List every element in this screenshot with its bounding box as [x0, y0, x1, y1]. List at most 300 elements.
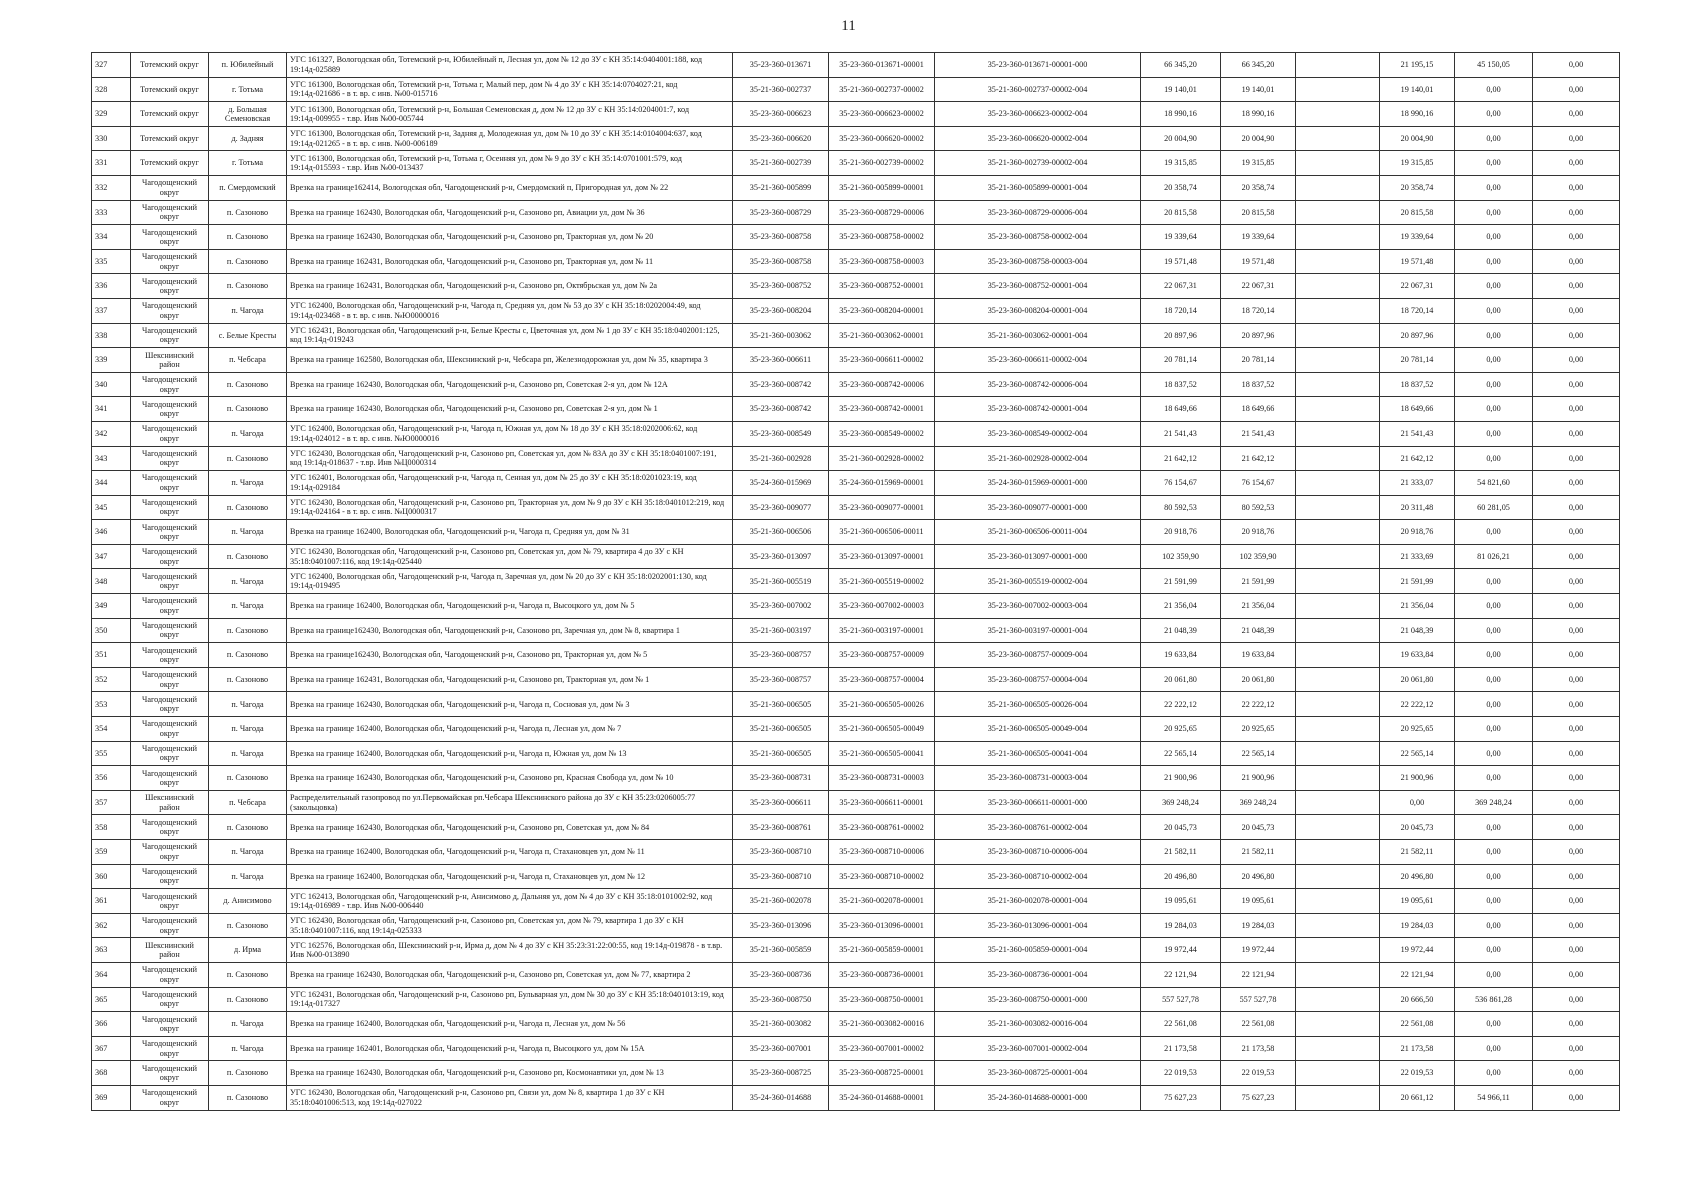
cell-subobject-code: 35-21-360-003197-00001-004	[935, 618, 1141, 643]
cell-reserve-value: 0,00	[1533, 766, 1620, 791]
cell-inventory-code: 35-21-360-002078	[733, 889, 829, 914]
cell-settlement: д. Анисимово	[209, 889, 287, 914]
cell-district: Чагодощенский округ	[131, 741, 209, 766]
cell-object-code: 35-21-360-002078-00001	[829, 889, 935, 914]
cell-residual-value: 0,00	[1455, 594, 1533, 619]
table-row	[92, 569, 1620, 594]
cell-settlement: п. Сазоново	[209, 274, 287, 299]
cell-empty-col	[1296, 618, 1380, 643]
table-row	[92, 520, 1620, 545]
cell-balance-cost: 18 649,66	[1221, 397, 1296, 422]
cell-reserve-value: 0,00	[1533, 938, 1620, 963]
cell-row-number: 354	[92, 717, 131, 742]
cell-object-code: 35-23-360-009077-00001	[829, 495, 935, 520]
cell-object-code: 35-23-360-008752-00001	[829, 274, 935, 299]
cell-balance-cost: 19 571,48	[1221, 249, 1296, 274]
cell-initial-cost: 22 121,94	[1141, 962, 1221, 987]
cell-object-code: 35-21-360-006505-00049	[829, 717, 935, 742]
cell-empty-col	[1296, 126, 1380, 151]
cell-district: Чагодощенский округ	[131, 692, 209, 717]
cell-depreciation: 20 918,76	[1380, 520, 1455, 545]
cell-reserve-value: 0,00	[1533, 889, 1620, 914]
cell-reserve-value: 0,00	[1533, 126, 1620, 151]
table-row	[92, 594, 1620, 619]
cell-settlement: п. Сазоново	[209, 987, 287, 1012]
cell-subobject-code: 35-23-360-006620-00002-004	[935, 126, 1141, 151]
cell-object-code: 35-23-360-008204-00001	[829, 298, 935, 323]
cell-row-number: 364	[92, 962, 131, 987]
cell-settlement: п. Сазоново	[209, 225, 287, 250]
cell-district: Шекснинский район	[131, 348, 209, 373]
cell-initial-cost: 19 284,03	[1141, 913, 1221, 938]
cell-object-code: 35-21-360-003197-00001	[829, 618, 935, 643]
cell-subobject-code: 35-23-360-008725-00001-004	[935, 1061, 1141, 1086]
cell-object-address: УГС 162400, Вологодская обл, Чагодощенский р-н, Чагода п, Заречная ул, дом № 20 до ЗУ с КН 35:18:0202001:130, код 19:14д-019495	[287, 569, 733, 594]
cell-settlement: г. Тотьма	[209, 151, 287, 176]
cell-row-number: 349	[92, 594, 131, 619]
cell-inventory-code: 35-21-360-002737	[733, 77, 829, 102]
cell-subobject-code: 35-21-360-002737-00002-004	[935, 77, 1141, 102]
cell-balance-cost: 21 048,39	[1221, 618, 1296, 643]
cell-initial-cost: 20 918,76	[1141, 520, 1221, 545]
cell-subobject-code: 35-23-360-008757-00004-004	[935, 667, 1141, 692]
cell-object-code: 35-23-360-008761-00002	[829, 815, 935, 840]
cell-residual-value: 0,00	[1455, 1036, 1533, 1061]
cell-residual-value: 369 248,24	[1455, 790, 1533, 815]
cell-object-address: Врезка на границе 162400, Вологодская обл, Чагодощенский р-н, Чагода п, Средняя ул, дом № 31	[287, 520, 733, 545]
cell-object-code: 35-23-360-013097-00001	[829, 544, 935, 569]
table-row	[92, 77, 1620, 102]
cell-inventory-code: 35-23-360-008752	[733, 274, 829, 299]
cell-initial-cost: 21 048,39	[1141, 618, 1221, 643]
cell-settlement: п. Сазоново	[209, 962, 287, 987]
cell-settlement: п. Чагода	[209, 569, 287, 594]
cell-initial-cost: 20 781,14	[1141, 348, 1221, 373]
cell-initial-cost: 21 173,58	[1141, 1036, 1221, 1061]
cell-balance-cost: 22 222,12	[1221, 692, 1296, 717]
cell-depreciation: 20 661,12	[1380, 1085, 1455, 1110]
cell-settlement: п. Сазоново	[209, 1085, 287, 1110]
cell-initial-cost: 22 067,31	[1141, 274, 1221, 299]
cell-row-number: 330	[92, 126, 131, 151]
cell-residual-value: 0,00	[1455, 397, 1533, 422]
table-row	[92, 102, 1620, 127]
cell-row-number: 344	[92, 471, 131, 496]
cell-inventory-code: 35-23-360-007002	[733, 594, 829, 619]
cell-subobject-code: 35-21-360-006505-00026-004	[935, 692, 1141, 717]
cell-object-code: 35-23-360-008757-00004	[829, 667, 935, 692]
cell-depreciation: 21 333,07	[1380, 471, 1455, 496]
cell-row-number: 357	[92, 790, 131, 815]
cell-subobject-code: 35-23-360-008710-00002-004	[935, 864, 1141, 889]
cell-district: Тотемский округ	[131, 77, 209, 102]
cell-reserve-value: 0,00	[1533, 913, 1620, 938]
table-row	[92, 200, 1620, 225]
cell-residual-value: 0,00	[1455, 77, 1533, 102]
cell-district: Чагодощенский округ	[131, 864, 209, 889]
cell-empty-col	[1296, 815, 1380, 840]
cell-reserve-value: 0,00	[1533, 1012, 1620, 1037]
table-row	[92, 126, 1620, 151]
cell-reserve-value: 0,00	[1533, 569, 1620, 594]
cell-residual-value: 0,00	[1455, 200, 1533, 225]
cell-row-number: 333	[92, 200, 131, 225]
cell-object-address: Врезка на границе 162400, Вологодская обл, Чагодощенский р-н, Чагода п, Стахановцев ул, дом № 12	[287, 864, 733, 889]
cell-reserve-value: 0,00	[1533, 446, 1620, 471]
cell-reserve-value: 0,00	[1533, 495, 1620, 520]
table-row	[92, 1036, 1620, 1061]
cell-empty-col	[1296, 717, 1380, 742]
cell-initial-cost: 20 925,65	[1141, 717, 1221, 742]
cell-inventory-code: 35-23-360-008750	[733, 987, 829, 1012]
cell-object-address: Врезка на границе 162430, Вологодская обл, Чагодощенский р-н, Сазоново рп, Красная Свобода ул, дом № 10	[287, 766, 733, 791]
cell-reserve-value: 0,00	[1533, 790, 1620, 815]
cell-district: Чагодощенский округ	[131, 667, 209, 692]
cell-row-number: 346	[92, 520, 131, 545]
cell-residual-value: 0,00	[1455, 274, 1533, 299]
table-row	[92, 225, 1620, 250]
cell-inventory-code: 35-23-360-008758	[733, 249, 829, 274]
cell-district: Чагодощенский округ	[131, 298, 209, 323]
cell-residual-value: 0,00	[1455, 766, 1533, 791]
cell-district: Чагодощенский округ	[131, 544, 209, 569]
cell-object-address: Врезка на границе 162400, Вологодская обл, Чагодощенский р-н, Чагода п, Лесная ул, дом № 56	[287, 1012, 733, 1037]
cell-balance-cost: 22 561,08	[1221, 1012, 1296, 1037]
cell-district: Чагодощенский округ	[131, 446, 209, 471]
cell-depreciation: 19 140,01	[1380, 77, 1455, 102]
cell-depreciation: 0,00	[1380, 790, 1455, 815]
cell-settlement: п. Чагода	[209, 520, 287, 545]
cell-residual-value: 0,00	[1455, 298, 1533, 323]
cell-object-address: Врезка на границе 162401, Вологодская обл, Чагодощенский р-н, Чагода п, Высоцкого ул, дом № 15А	[287, 1036, 733, 1061]
cell-inventory-code: 35-21-360-003197	[733, 618, 829, 643]
cell-settlement: п. Чагода	[209, 840, 287, 865]
cell-subobject-code: 35-23-360-006611-00002-004	[935, 348, 1141, 373]
table-row	[92, 495, 1620, 520]
cell-inventory-code: 35-23-360-008204	[733, 298, 829, 323]
cell-district: Чагодощенский округ	[131, 594, 209, 619]
cell-initial-cost: 80 592,53	[1141, 495, 1221, 520]
cell-district: Чагодощенский округ	[131, 1036, 209, 1061]
cell-object-code: 35-23-360-008742-00001	[829, 397, 935, 422]
table-row	[92, 987, 1620, 1012]
cell-inventory-code: 35-21-360-005859	[733, 938, 829, 963]
cell-reserve-value: 0,00	[1533, 594, 1620, 619]
cell-empty-col	[1296, 741, 1380, 766]
cell-object-address: УГС 162430, Вологодская обл, Чагодощенский р-н, Сазоново рп, Советская ул, дом № 79, квартира 1 до ЗУ с КН 35:18:0401007:116, код 19:14д-025333	[287, 913, 733, 938]
cell-row-number: 353	[92, 692, 131, 717]
table-row	[92, 544, 1620, 569]
cell-object-address: УГС 161300, Вологодская обл, Тотемский р-н, Задняя д, Молодежная ул, дом № 10 до ЗУ с КН 35:14:0104004:637, код 19:14д-021265 - в т. вр. с инв. №00-006189	[287, 126, 733, 151]
cell-balance-cost: 19 140,01	[1221, 77, 1296, 102]
cell-balance-cost: 18 720,14	[1221, 298, 1296, 323]
cell-inventory-code: 35-24-360-014688	[733, 1085, 829, 1110]
cell-balance-cost: 21 591,99	[1221, 569, 1296, 594]
cell-settlement: д. Ирма	[209, 938, 287, 963]
cell-row-number: 352	[92, 667, 131, 692]
table-row	[92, 249, 1620, 274]
cell-depreciation: 22 067,31	[1380, 274, 1455, 299]
cell-empty-col	[1296, 446, 1380, 471]
cell-initial-cost: 18 720,14	[1141, 298, 1221, 323]
cell-balance-cost: 76 154,67	[1221, 471, 1296, 496]
cell-reserve-value: 0,00	[1533, 175, 1620, 200]
cell-reserve-value: 0,00	[1533, 274, 1620, 299]
cell-reserve-value: 0,00	[1533, 667, 1620, 692]
cell-settlement: п. Сазоново	[209, 766, 287, 791]
cell-subobject-code: 35-23-360-013097-00001-000	[935, 544, 1141, 569]
cell-row-number: 347	[92, 544, 131, 569]
cell-district: Тотемский округ	[131, 126, 209, 151]
cell-object-address: УГС 162430, Вологодская обл, Чагодощенский р-н, Сазоново рп, Советская ул, дом № 79, квартира 4 до ЗУ с КН 35:18:0401007:116, код 19:14д-025440	[287, 544, 733, 569]
cell-subobject-code: 35-23-360-008761-00002-004	[935, 815, 1141, 840]
cell-object-address: Врезка на границе 162430, Вологодская обл, Чагодощенский р-н, Сазоново рп, Советская 2-я ул, дом № 1	[287, 397, 733, 422]
cell-subobject-code: 35-23-360-008742-00006-004	[935, 372, 1141, 397]
cell-subobject-code: 35-23-360-008736-00001-004	[935, 962, 1141, 987]
cell-inventory-code: 35-23-360-008742	[733, 372, 829, 397]
cell-residual-value: 54 966,11	[1455, 1085, 1533, 1110]
cell-reserve-value: 0,00	[1533, 348, 1620, 373]
table-row	[92, 692, 1620, 717]
cell-settlement: п. Чагода	[209, 717, 287, 742]
cell-depreciation: 22 019,53	[1380, 1061, 1455, 1086]
table-row	[92, 175, 1620, 200]
cell-initial-cost: 22 561,08	[1141, 1012, 1221, 1037]
cell-object-code: 35-23-360-008731-00003	[829, 766, 935, 791]
cell-row-number: 348	[92, 569, 131, 594]
cell-residual-value: 0,00	[1455, 717, 1533, 742]
cell-object-address: Врезка на границе162414, Вологодская обл, Чагодощенский р-н, Смердомский п, Пригородная ул, дом № 22	[287, 175, 733, 200]
table-row	[92, 717, 1620, 742]
cell-object-address: УГС 161300, Вологодская обл, Тотемский р-н, Тотьма г, Осенняя ул, дом № 9 до ЗУ с КН 35:14:0701001:579, код 19:14д-015593 - т.вр. Инв №00-013437	[287, 151, 733, 176]
cell-empty-col	[1296, 102, 1380, 127]
cell-residual-value: 0,00	[1455, 840, 1533, 865]
cell-object-code: 35-21-360-006505-00041	[829, 741, 935, 766]
cell-initial-cost: 18 990,16	[1141, 102, 1221, 127]
cell-residual-value: 0,00	[1455, 913, 1533, 938]
cell-district: Чагодощенский округ	[131, 495, 209, 520]
cell-residual-value: 0,00	[1455, 348, 1533, 373]
cell-inventory-code: 35-23-360-006620	[733, 126, 829, 151]
cell-settlement: п. Смердомский	[209, 175, 287, 200]
cell-district: Чагодощенский округ	[131, 569, 209, 594]
cell-depreciation: 22 565,14	[1380, 741, 1455, 766]
cell-object-code: 35-21-360-003082-00016	[829, 1012, 935, 1037]
table-row	[92, 938, 1620, 963]
cell-reserve-value: 0,00	[1533, 520, 1620, 545]
cell-balance-cost: 21 582,11	[1221, 840, 1296, 865]
table-row	[92, 1012, 1620, 1037]
cell-balance-cost: 20 358,74	[1221, 175, 1296, 200]
cell-inventory-code: 35-21-360-005899	[733, 175, 829, 200]
cell-residual-value: 0,00	[1455, 102, 1533, 127]
cell-inventory-code: 35-23-360-013671	[733, 53, 829, 78]
cell-empty-col	[1296, 544, 1380, 569]
cell-subobject-code: 35-23-360-008742-00001-004	[935, 397, 1141, 422]
cell-reserve-value: 0,00	[1533, 741, 1620, 766]
cell-settlement: п. Чебсара	[209, 790, 287, 815]
cell-district: Чагодощенский округ	[131, 397, 209, 422]
cell-district: Тотемский округ	[131, 53, 209, 78]
cell-balance-cost: 557 527,78	[1221, 987, 1296, 1012]
cell-depreciation: 20 781,14	[1380, 348, 1455, 373]
cell-residual-value: 0,00	[1455, 618, 1533, 643]
cell-residual-value: 0,00	[1455, 667, 1533, 692]
cell-object-address: УГС 162430, Вологодская обл, Чагодощенский р-н, Сазоново рп, Связи ул, дом № 8, квартира 1 до ЗУ с КН 35:18:0401006:513, код 19:14д-027022	[287, 1085, 733, 1110]
table-row	[92, 913, 1620, 938]
cell-initial-cost: 66 345,20	[1141, 53, 1221, 78]
cell-depreciation: 21 900,96	[1380, 766, 1455, 791]
table-row	[92, 889, 1620, 914]
cell-object-code: 35-23-360-013096-00001	[829, 913, 935, 938]
cell-residual-value: 45 150,05	[1455, 53, 1533, 78]
cell-residual-value: 0,00	[1455, 889, 1533, 914]
cell-empty-col	[1296, 594, 1380, 619]
cell-object-code: 35-23-360-013671-00001	[829, 53, 935, 78]
cell-subobject-code: 35-21-360-006505-00049-004	[935, 717, 1141, 742]
cell-residual-value: 0,00	[1455, 692, 1533, 717]
cell-district: Шекснинский район	[131, 938, 209, 963]
cell-initial-cost: 75 627,23	[1141, 1085, 1221, 1110]
cell-residual-value: 0,00	[1455, 249, 1533, 274]
cell-depreciation: 20 666,50	[1380, 987, 1455, 1012]
cell-settlement: п. Сазоново	[209, 1061, 287, 1086]
cell-reserve-value: 0,00	[1533, 298, 1620, 323]
cell-subobject-code: 35-23-360-008752-00001-004	[935, 274, 1141, 299]
cell-reserve-value: 0,00	[1533, 1036, 1620, 1061]
cell-initial-cost: 22 019,53	[1141, 1061, 1221, 1086]
cell-settlement: п. Чагода	[209, 1012, 287, 1037]
cell-row-number: 356	[92, 766, 131, 791]
cell-row-number: 367	[92, 1036, 131, 1061]
cell-row-number: 339	[92, 348, 131, 373]
cell-balance-cost: 19 095,61	[1221, 889, 1296, 914]
cell-subobject-code: 35-24-360-014688-00001-000	[935, 1085, 1141, 1110]
cell-depreciation: 21 582,11	[1380, 840, 1455, 865]
cell-reserve-value: 0,00	[1533, 815, 1620, 840]
cell-initial-cost: 20 004,90	[1141, 126, 1221, 151]
cell-initial-cost: 21 541,43	[1141, 421, 1221, 446]
cell-subobject-code: 35-21-360-002078-00001-004	[935, 889, 1141, 914]
cell-balance-cost: 80 592,53	[1221, 495, 1296, 520]
cell-object-address: Врезка на границе 162430, Вологодская обл, Чагодощенский р-н, Сазоново рп, Космонавтики ул, дом № 13	[287, 1061, 733, 1086]
cell-subobject-code: 35-23-360-008758-00003-004	[935, 249, 1141, 274]
table-row	[92, 421, 1620, 446]
cell-residual-value: 0,00	[1455, 372, 1533, 397]
cell-depreciation: 20 496,80	[1380, 864, 1455, 889]
cell-district: Чагодощенский округ	[131, 766, 209, 791]
cell-object-address: УГС 162400, Вологодская обл, Чагодощенский р-н, Чагода п, Южная ул, дом № 18 до ЗУ с КН 35:18:0202006:62, код 19:14д-024012 - в т. вр. с инв. №Ю0000016	[287, 421, 733, 446]
cell-empty-col	[1296, 889, 1380, 914]
cell-depreciation: 21 541,43	[1380, 421, 1455, 446]
cell-settlement: п. Юбилейный	[209, 53, 287, 78]
cell-balance-cost: 22 565,14	[1221, 741, 1296, 766]
cell-depreciation: 19 972,44	[1380, 938, 1455, 963]
cell-depreciation: 19 633,84	[1380, 643, 1455, 668]
cell-depreciation: 20 311,48	[1380, 495, 1455, 520]
cell-inventory-code: 35-23-360-008710	[733, 840, 829, 865]
cell-settlement: п. Сазоново	[209, 495, 287, 520]
cell-initial-cost: 557 527,78	[1141, 987, 1221, 1012]
cell-balance-cost: 20 061,80	[1221, 667, 1296, 692]
cell-subobject-code: 35-23-360-009077-00001-000	[935, 495, 1141, 520]
cell-subobject-code: 35-21-360-002928-00002-004	[935, 446, 1141, 471]
cell-row-number: 368	[92, 1061, 131, 1086]
cell-reserve-value: 0,00	[1533, 717, 1620, 742]
cell-inventory-code: 35-21-360-006505	[733, 741, 829, 766]
cell-balance-cost: 19 339,64	[1221, 225, 1296, 250]
cell-row-number: 334	[92, 225, 131, 250]
cell-balance-cost: 21 900,96	[1221, 766, 1296, 791]
cell-empty-col	[1296, 175, 1380, 200]
cell-initial-cost: 21 900,96	[1141, 766, 1221, 791]
cell-inventory-code: 35-23-360-009077	[733, 495, 829, 520]
cell-row-number: 337	[92, 298, 131, 323]
cell-empty-col	[1296, 200, 1380, 225]
cell-inventory-code: 35-23-360-008729	[733, 200, 829, 225]
cell-row-number: 369	[92, 1085, 131, 1110]
cell-district: Чагодощенский округ	[131, 372, 209, 397]
cell-object-address: УГС 161300, Вологодская обл, Тотемский р-н, Большая Семеновская д, дом № 12 до ЗУ с КН 35:14:0204001:7, код 19:14д-009955 - т.вр. Инв №00-005744	[287, 102, 733, 127]
table-row	[92, 348, 1620, 373]
cell-object-address: Врезка на границе 162430, Вологодская обл, Чагодощенский р-н, Чагода п, Сосновая ул, дом № 3	[287, 692, 733, 717]
cell-reserve-value: 0,00	[1533, 962, 1620, 987]
cell-row-number: 350	[92, 618, 131, 643]
cell-empty-col	[1296, 766, 1380, 791]
cell-residual-value: 0,00	[1455, 421, 1533, 446]
cell-depreciation: 21 642,12	[1380, 446, 1455, 471]
cell-balance-cost: 21 356,04	[1221, 594, 1296, 619]
cell-district: Чагодощенский округ	[131, 225, 209, 250]
cell-inventory-code: 35-23-360-007001	[733, 1036, 829, 1061]
cell-inventory-code: 35-21-360-006506	[733, 520, 829, 545]
cell-subobject-code: 35-21-360-003062-00001-004	[935, 323, 1141, 348]
cell-reserve-value: 0,00	[1533, 544, 1620, 569]
cell-row-number: 335	[92, 249, 131, 274]
cell-district: Тотемский округ	[131, 102, 209, 127]
cell-row-number: 343	[92, 446, 131, 471]
cell-empty-col	[1296, 1036, 1380, 1061]
cell-reserve-value: 0,00	[1533, 1061, 1620, 1086]
table-row	[92, 274, 1620, 299]
cell-object-address: Врезка на границе 162400, Вологодская обл, Чагодощенский р-н, Чагода п, Высоцкого ул, дом № 5	[287, 594, 733, 619]
cell-subobject-code: 35-23-360-008729-00006-004	[935, 200, 1141, 225]
cell-depreciation: 19 284,03	[1380, 913, 1455, 938]
cell-subobject-code: 35-23-360-006611-00001-000	[935, 790, 1141, 815]
cell-residual-value: 0,00	[1455, 1012, 1533, 1037]
table-row	[92, 397, 1620, 422]
cell-balance-cost: 18 990,16	[1221, 102, 1296, 127]
cell-row-number: 329	[92, 102, 131, 127]
cell-inventory-code: 35-23-360-008736	[733, 962, 829, 987]
cell-object-address: УГС 161300, Вологодская обл, Тотемский р-н, Тотьма г, Малый пер, дом № 4 до ЗУ с КН 35:14:0704027:21, код 19:14д-021686 - в т. вр. с инв. №00-015716	[287, 77, 733, 102]
cell-district: Чагодощенский округ	[131, 175, 209, 200]
cell-settlement: п. Сазоново	[209, 544, 287, 569]
cell-inventory-code: 35-23-360-008757	[733, 643, 829, 668]
cell-empty-col	[1296, 495, 1380, 520]
cell-initial-cost: 21 591,99	[1141, 569, 1221, 594]
cell-empty-col	[1296, 323, 1380, 348]
cell-subobject-code: 35-21-360-005899-00001-004	[935, 175, 1141, 200]
cell-depreciation: 20 061,80	[1380, 667, 1455, 692]
cell-reserve-value: 0,00	[1533, 471, 1620, 496]
cell-settlement: п. Сазоново	[209, 249, 287, 274]
cell-reserve-value: 0,00	[1533, 151, 1620, 176]
cell-balance-cost: 19 284,03	[1221, 913, 1296, 938]
cell-initial-cost: 19 972,44	[1141, 938, 1221, 963]
cell-object-code: 35-23-360-008750-00001	[829, 987, 935, 1012]
cell-depreciation: 21 356,04	[1380, 594, 1455, 619]
